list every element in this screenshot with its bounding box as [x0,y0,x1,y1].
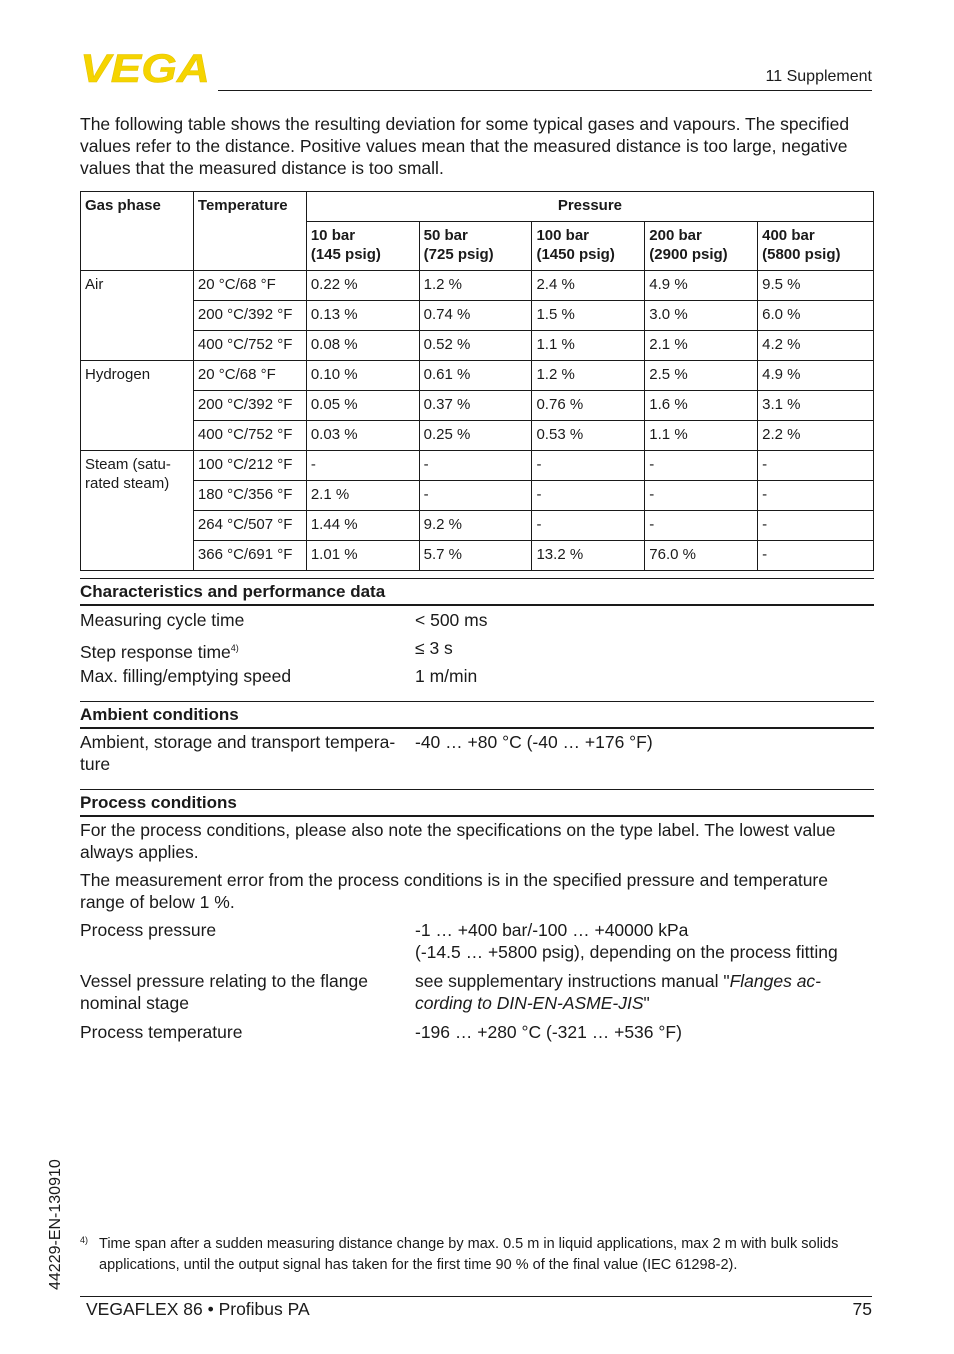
pressure-bar: 100 bar [536,227,590,244]
pressure-psig: (2900 psig) [649,246,728,263]
deviation-cell: 1.44 % [306,511,419,541]
ambient-section [80,701,874,775]
deviation-cell: 1.2 % [532,361,645,391]
pressure-psig: (1450 psig) [536,246,615,263]
deviation-cell: 0.08 % [306,331,419,361]
page-number: 75 [852,1299,872,1319]
deviation-cell: 1.5 % [532,301,645,331]
cycle-time-label: Measuring cycle time [80,610,245,630]
pressure-psig: (725 psig) [423,246,494,263]
deviation-cell: 9.5 % [758,271,874,301]
footnote-ref: 4) [230,643,239,653]
pressure-bar: 10 bar [310,227,356,244]
deviation-cell: 76.0 % [645,541,758,571]
header-pressure: Pressure [306,192,873,222]
temperature-cell: 100 °C/212 °F [193,451,306,481]
deviation-cell: - [306,451,419,481]
vessel-label-line1: Vessel pressure relating to the flange [80,971,368,991]
vessel-pressure-value [415,970,874,1014]
process-pressure-value-2: (-14.5 … +5800 psig), depending on the process fitting [415,942,838,962]
deviation-cell: 0.74 % [419,301,532,331]
gas-phase-cell: Hydrogen [81,361,194,451]
filling-speed-value: 1 m/min [415,666,478,686]
deviation-cell: 2.5 % [645,361,758,391]
process-pressure-row [80,919,874,963]
deviation-cell: - [532,481,645,511]
deviation-cell: - [758,511,874,541]
deviation-cell: 4.9 % [758,361,874,391]
deviation-cell: 1.2 % [419,271,532,301]
table-row [81,391,874,421]
deviation-cell: 1.1 % [645,421,758,451]
section-label: 11 Supplement [765,68,872,85]
footer-product: VEGAFLEX 86 • Profibus PA [86,1299,310,1319]
deviation-cell: 2.1 % [306,481,419,511]
deviation-cell: 0.76 % [532,391,645,421]
header-temperature: Temperature [193,192,306,271]
deviation-cell: 0.22 % [306,271,419,301]
table-row [81,271,874,301]
footnote [80,1234,858,1276]
deviation-cell: 0.13 % [306,301,419,331]
footnote-text: Time span after a sudden measuring distance change by max. 0.5 m in liquid applications, max 2 m with bulk solids applications, until the output signal has taken for the first time 90 % of the final value (IEC 61298-2). [99,1236,839,1273]
deviation-cell: 1.1 % [532,331,645,361]
process-section [80,789,874,1043]
pressure-psig: (145 psig) [310,246,381,263]
process-pressure-value-1: -1 … +400 bar/-100 … +40000 kPa [415,920,689,940]
process-pressure-value [415,919,874,963]
deviation-cell: 4.9 % [645,271,758,301]
header-gas-phase: Gas phase [81,192,194,271]
table-row [81,361,874,391]
filling-speed-label: Max. filling/emptying speed [80,666,292,686]
vessel-value-italic-1: Flanges ac- [729,971,822,991]
pressure-bar: 400 bar [762,227,815,244]
process-pressure-label: Process pressure [80,920,217,940]
deviation-cell: - [758,451,874,481]
ambient-label [80,731,415,775]
deviation-cell: 0.05 % [306,391,419,421]
deviation-cell: - [532,511,645,541]
footer-divider [80,1296,872,1297]
header-divider [218,90,872,91]
filling-speed-row [80,665,874,693]
intro-paragraph: The following table shows the resulting deviation for some typical gases and vapours. The specified values refer to the distance. Positive values mean that the measured distance is too large, negative values that the measured distance is too small. [80,114,850,178]
process-para-2: The measurement error from the process conditions is in the specified pressure and temperature range of below 1 %. [80,870,828,912]
process-temp-value: -196 … +280 °C (-321 … +536 °F) [415,1022,682,1042]
deviation-cell: 0.53 % [532,421,645,451]
pressure-psig: (5800 psig) [762,246,841,263]
header-pressure-col [419,222,532,271]
ambient-title: Ambient conditions [80,701,874,729]
deviation-cell: 3.1 % [758,391,874,421]
vessel-value-italic-2: cording to DIN-EN-ASME-JIS [415,993,644,1013]
characteristics-section [80,578,874,693]
deviation-table [80,191,874,571]
pressure-bar: 50 bar [423,227,468,244]
deviation-cell: 0.61 % [419,361,532,391]
header-pressure-col [758,222,874,271]
temperature-cell: 200 °C/392 °F [193,301,306,331]
deviation-cell: 2.2 % [758,421,874,451]
temperature-cell: 400 °C/752 °F [193,421,306,451]
temperature-cell: 20 °C/68 °F [193,271,306,301]
deviation-cell: 0.52 % [419,331,532,361]
deviation-cell: 1.01 % [306,541,419,571]
table-row [81,451,874,481]
table-header-row [81,192,874,222]
temperature-cell: 400 °C/752 °F [193,331,306,361]
vessel-pressure-label [80,970,415,1014]
header-pressure-col [306,222,419,271]
gas-phase-cell: Air [81,271,194,361]
temperature-cell: 20 °C/68 °F [193,361,306,391]
deviation-cell: 0.25 % [419,421,532,451]
deviation-cell: 13.2 % [532,541,645,571]
deviation-cell: - [645,481,758,511]
deviation-cell: 6.0 % [758,301,874,331]
logo-text: VEGA [80,50,210,84]
table-row [81,301,874,331]
footnote-mark: 4) [80,1235,89,1245]
table-row [81,541,874,571]
deviation-cell: 0.37 % [419,391,532,421]
process-para-1: For the process conditions, please also note the specifications on the type label. The lowest value always applies. [80,820,836,862]
ambient-row [80,729,874,775]
deviation-cell: 2.1 % [645,331,758,361]
vessel-pressure-row [80,970,874,1014]
temperature-cell: 264 °C/507 °F [193,511,306,541]
process-temp-row [80,1021,874,1043]
ambient-value: -40 … +80 °C (-40 … +176 °F) [415,732,653,752]
deviation-cell: - [758,541,874,571]
characteristics-title: Characteristics and performance data [80,578,874,606]
deviation-cell: - [532,451,645,481]
deviation-cell: 5.7 % [419,541,532,571]
vessel-value-prefix: see supplementary instructions manual " [415,971,730,991]
table-row [81,421,874,451]
deviation-cell: 3.0 % [645,301,758,331]
deviation-cell: - [645,451,758,481]
gas-phase-cell: Steam (satu-rated steam) [81,451,194,571]
pressure-bar: 200 bar [649,227,702,244]
temperature-cell: 200 °C/392 °F [193,391,306,421]
vessel-value-suffix: " [643,993,650,1013]
deviation-cell: - [419,481,532,511]
cycle-time-value: < 500 ms [415,610,488,630]
ambient-label-line1: Ambient, storage and transport tempera- [80,732,396,752]
deviation-cell: - [419,451,532,481]
deviation-cell: 0.03 % [306,421,419,451]
process-temp-label: Process temperature [80,1022,243,1042]
step-response-row [80,637,874,665]
temperature-cell: 180 °C/356 °F [193,481,306,511]
header-pressure-col [645,222,758,271]
step-response-label [80,637,415,665]
deviation-cell: 4.2 % [758,331,874,361]
deviation-cell: - [645,511,758,541]
temperature-cell: 366 °C/691 °F [193,541,306,571]
table-row [81,511,874,541]
deviation-cell: 2.4 % [532,271,645,301]
table-row [81,481,874,511]
ambient-label-line2: ture [80,754,111,774]
table-body [81,271,874,571]
deviation-cell: 0.10 % [306,361,419,391]
table-row [81,331,874,361]
step-response-value: ≤ 3 s [415,638,453,658]
vessel-label-line2: nominal stage [80,993,189,1013]
header-pressure-col [532,222,645,271]
step-response-text: Step response time [80,641,231,662]
deviation-cell: 9.2 % [419,511,532,541]
process-title: Process conditions [80,789,874,817]
deviation-cell: - [758,481,874,511]
cycle-time-row [80,609,874,637]
document-code: 44229-EN-130910 [47,1159,64,1290]
deviation-cell: 1.6 % [645,391,758,421]
vega-logo [80,50,212,84]
